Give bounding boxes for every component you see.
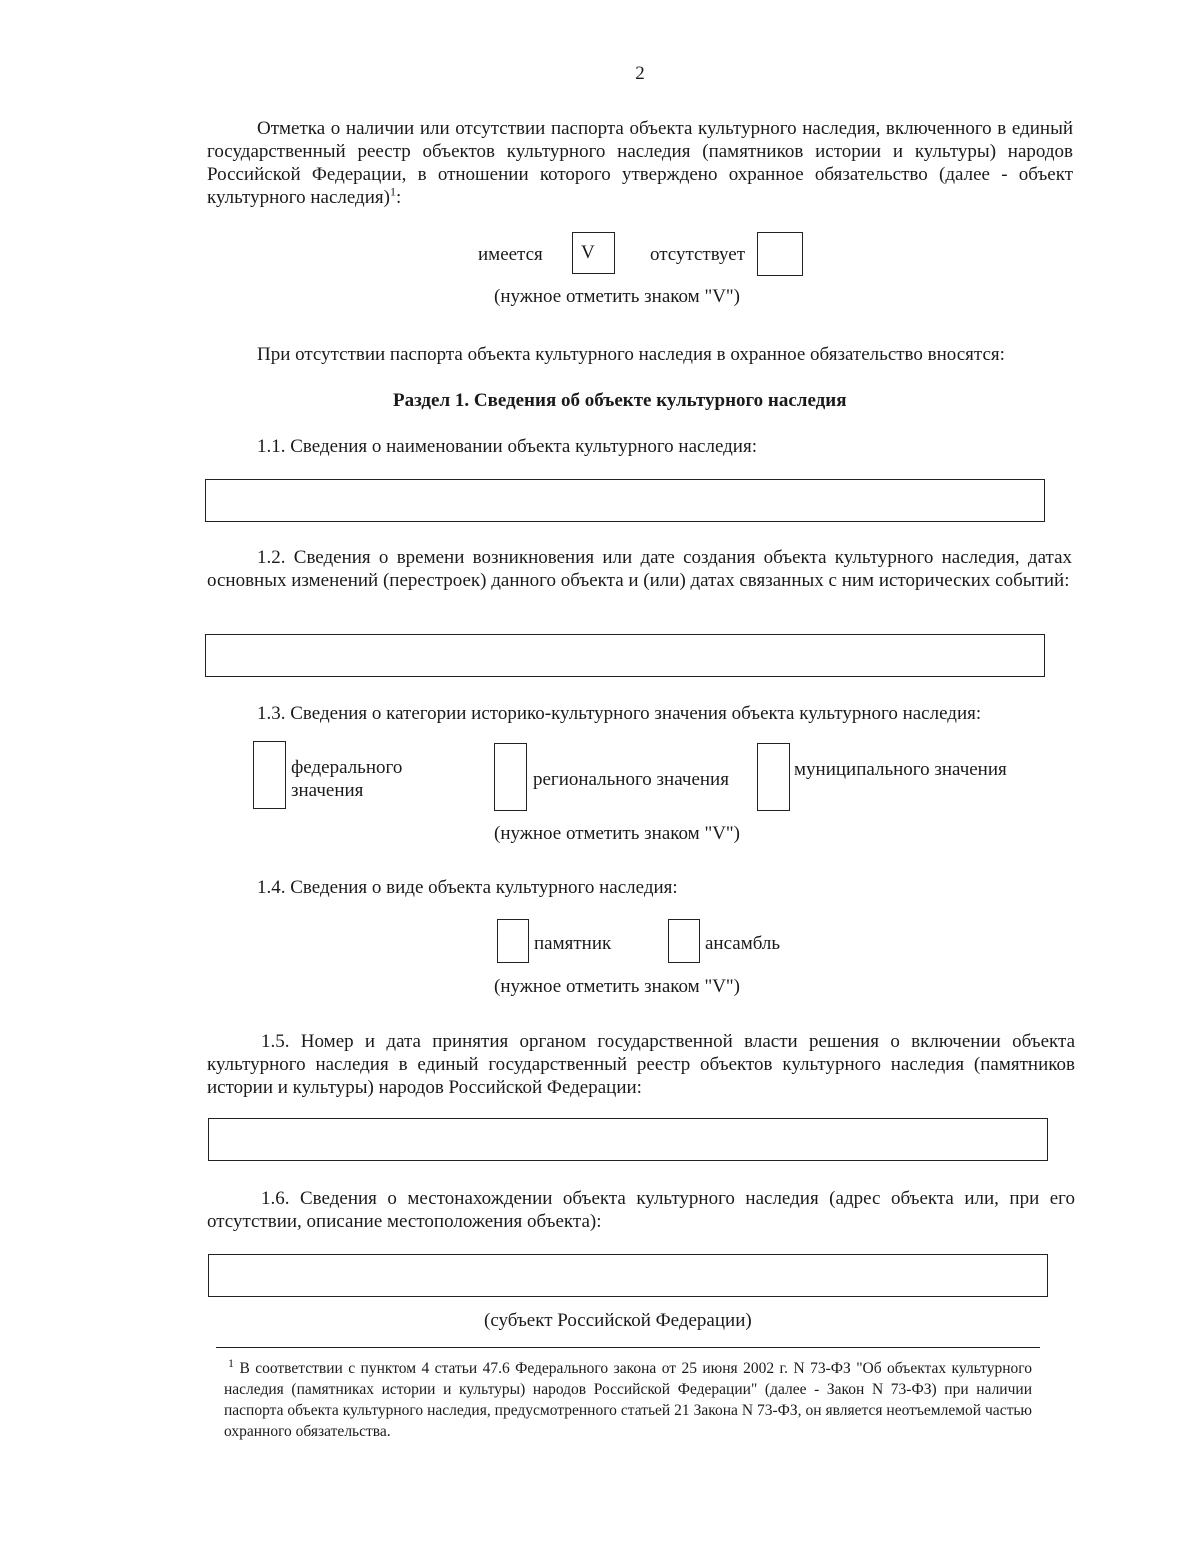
page-number [0,62,1200,85]
passport-present-label: имеется [478,244,543,265]
item-1-1-label: 1.1. Сведения о наименовании объекта культурного наследия: [257,436,757,457]
intro-paragraph [207,117,1073,209]
category-federal-checkbox[interactable] [253,741,286,809]
item-1-6-field[interactable] [208,1254,1048,1297]
passport-absent-label: отсутствует [650,244,746,265]
category-federal-label [291,756,402,802]
footnote [224,1355,1032,1442]
category-federal-line2: значения [291,780,364,801]
footnote-separator [216,1347,1040,1348]
absence-note: При отсутствии паспорта объекта культурного наследия в охранное обязательство вносятся: [257,344,1005,365]
type-monument-checkbox[interactable] [497,919,529,963]
item-1-6-caption: (субъект Российской Федерации) [484,1310,752,1331]
item-1-6-label: 1.6. Сведения о местонахождении объекта культурного наследия (адрес объекта или, при его отсутствии, описание местоположения объекта): [207,1188,1075,1232]
category-regional-label: регионального значения [533,769,729,790]
item-1-2-field[interactable] [205,634,1045,677]
passport-hint: (нужное отметить знаком "V") [494,286,740,307]
item-1-4-hint: (нужное отметить знаком "V") [494,976,740,997]
category-federal-line1: федерального [291,757,403,778]
item-1-5-field[interactable] [208,1118,1048,1161]
passport-present-checkbox[interactable] [572,232,615,274]
footnote-text: В соответствии с пунктом 4 статьи 47.6 Федерального закона от 25 июня 2002 г. N 73-ФЗ "Об объектах культурного наследия (памятниках истории и культуры) народов Российской Федерации" (далее - Закон N 73-ФЗ) при наличии паспорта объекта культурного наследия, предусмотренного статьей 21 Закона N 73-ФЗ, он является неотъемлемой частью охранного обязательства. [224,1360,1032,1440]
type-ensemble-label: ансамбль [705,933,781,954]
item-1-4-label: 1.4. Сведения о виде объекта культурного наследия: [257,877,678,898]
item-1-2-label: 1.2. Сведения о времени возникновения или дате создания объекта культурного наследия, датах основных изменений (перестроек) данного объекта и (или) датах связанных с ним исторических событий: [207,547,1072,591]
passport-present-mark: V [581,242,595,263]
passport-absent-checkbox[interactable] [757,232,803,276]
section-title: Раздел 1. Сведения об объекте культурного наследия [393,390,847,411]
item-1-5-label: 1.5. Номер и дата принятия органом государственной власти решения о включении объекта культурного наследия в единый государственный реестр объектов культурного наследия (памятников истории и культуры) народов Российской Федерации: [207,1031,1075,1098]
intro-suffix: : [395,187,402,208]
category-municipal-checkbox[interactable] [757,743,790,811]
type-ensemble-checkbox[interactable] [668,919,700,963]
item-1-3-hint: (нужное отметить знаком "V") [494,823,740,844]
page-number-text: 2 [635,63,645,84]
intro-text: Отметка о наличии или отсутствии паспорта объекта культурного наследия, включенного в единый государственный реестр объектов культурного наследия (памятников истории и культуры) народов Российской Федерации, в отношении которого утверждено охранное обязательство (далее - объект культурного наследия) [207,118,1073,208]
item-1-1-field[interactable] [205,479,1045,522]
footnote-reference: 1 [389,184,396,199]
type-monument-label: памятник [534,933,612,954]
category-regional-checkbox[interactable] [494,743,527,811]
footnote-marker: 1 [228,1355,234,1370]
category-municipal-label: муниципального значения [794,759,1007,780]
item-1-3-label: 1.3. Сведения о категории историко-культурного значения объекта культурного наследия: [257,703,982,724]
